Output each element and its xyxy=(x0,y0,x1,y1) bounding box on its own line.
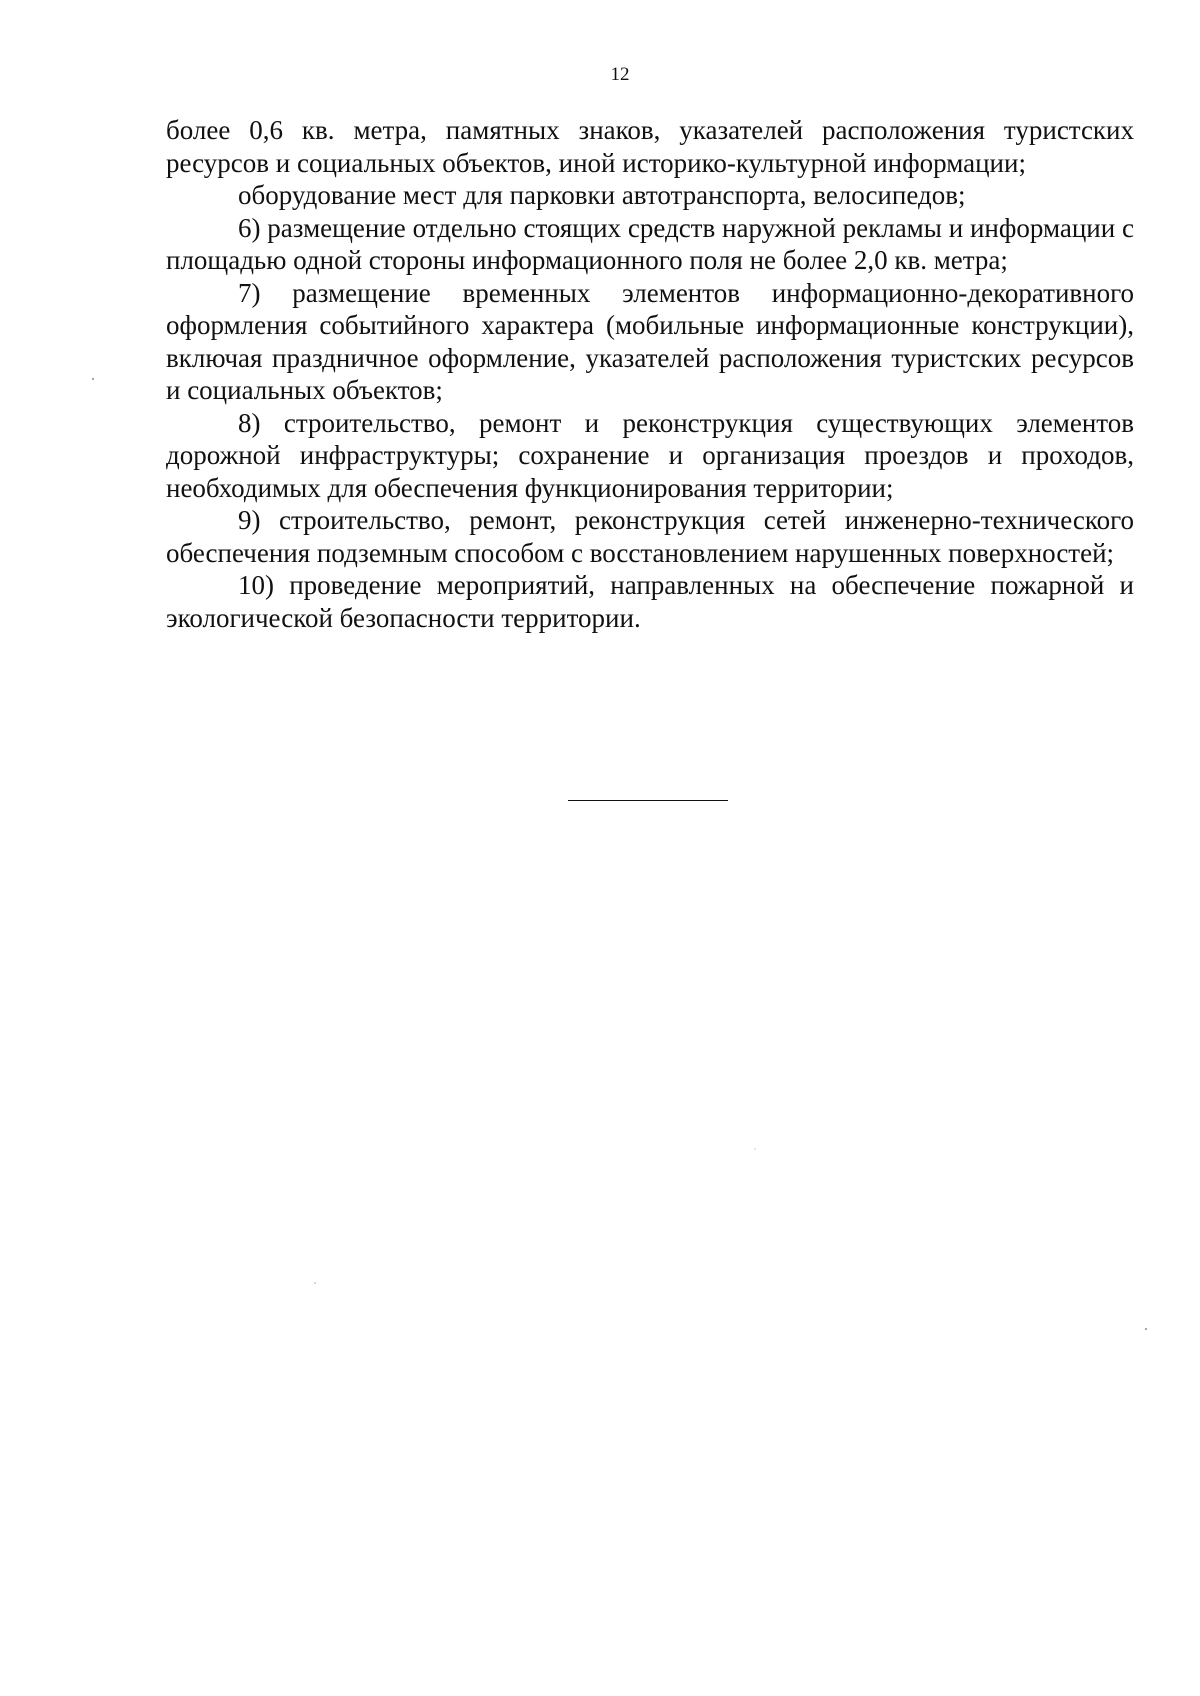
paragraph-item-7: 7) размещение временных элементов информационно-декоративного оформления событийного характера (мобильные информационные конструкции), включая праздничное оформление, указателей расположения туристских ресурсов и социальных объектов; xyxy=(166,277,1134,405)
page-number: 12 xyxy=(610,64,630,85)
paragraph-item-10: 10) проведение мероприятий, направленных на обеспечение пожарной и экологической безопасности территории. xyxy=(166,570,1134,633)
end-of-document-line xyxy=(568,800,728,801)
scan-speck xyxy=(314,1282,316,1284)
scan-speck xyxy=(92,378,94,380)
paragraph-item-9: 9) строительство, ремонт, реконструкция сетей инженерно-технического обеспечения подземным способом с восстановлением нарушенных поверхностей; xyxy=(166,505,1134,568)
paragraph-continuation: более 0,6 кв. метра, памятных знаков, указателей расположения туристских ресурсов и социальных объектов, иной историко-культурной информации; xyxy=(166,115,1134,178)
paragraph-parking: оборудование мест для парковки автотранспорта, велосипедов; xyxy=(238,180,966,210)
scan-speck xyxy=(754,1148,756,1150)
scan-speck xyxy=(1145,1328,1147,1330)
paragraph-item-6: 6) размещение отдельно стоящих средств наружной рекламы и информации с площадью одной стороны информационного поля не более 2,0 кв. метра; xyxy=(166,212,1134,275)
paragraph-item-8: 8) строительство, ремонт и реконструкция существующих элементов дорожной инфраструктуры; сохранение и организация проездов и проходов, необходимых для обеспечения функционирования территории; xyxy=(166,407,1134,503)
document-body xyxy=(166,114,1134,634)
